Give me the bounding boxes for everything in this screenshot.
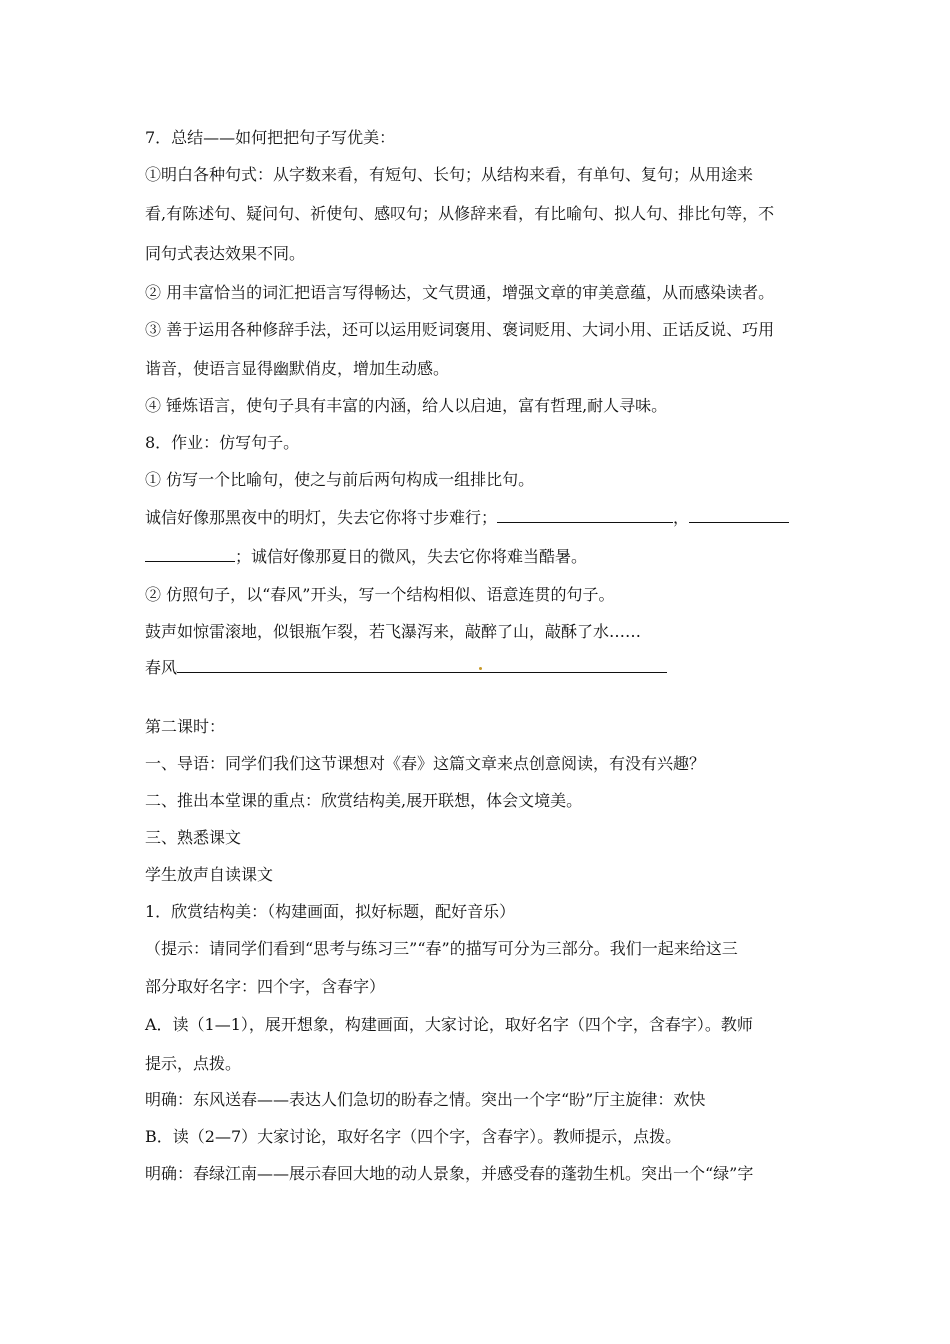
answer-blank[interactable] xyxy=(497,506,673,523)
paragraph-line: ② 用丰富恰当的词汇把语言写得畅达，文气贯通，增强文章的审美意蕴，从而感染读者。 xyxy=(145,283,775,302)
paragraph-line: 明确：东风送春——表达人们急切的盼春之情。突出一个字“盼”厅主旋律：欢快 xyxy=(145,1090,706,1109)
lesson-heading: 第二课时： xyxy=(145,717,226,736)
ink-dot xyxy=(479,667,482,670)
paragraph-line: A．读（1—1），展开想象，构建画面，大家讨论，取好名字（四个字，含春字）。教师 xyxy=(145,1015,753,1034)
answer-blank[interactable] xyxy=(177,656,667,673)
paragraph-line: 1．欣赏结构美：（构建画面，拟好标题，配好音乐） xyxy=(145,902,516,921)
paragraph-line: 谐音，使语言显得幽默俏皮，增加生动感。 xyxy=(145,359,450,378)
separator: ， xyxy=(673,508,690,527)
homework-item: ② 仿照句子，以“春风”开头，写一个结构相似、语意连贯的句子。 xyxy=(145,585,615,604)
paragraph-line: 学生放声自读课文 xyxy=(145,865,274,884)
homework-example-line xyxy=(145,506,810,529)
homework-example-line xyxy=(145,545,810,568)
paragraph-line: （提示：请同学们看到“思考与练习三”“春”的描写可分为三部分。我们一起来给这三 xyxy=(145,939,738,958)
paragraph-line: B．读（2—7）大家讨论，取好名字（四个字，含春字）。教师提示，点拨。 xyxy=(145,1127,682,1146)
answer-blank[interactable] xyxy=(145,545,235,562)
paragraph-line: 提示，点拨。 xyxy=(145,1054,242,1073)
example-text: ；诚信好像那夏日的微风，失去它你将难当酷暑。 xyxy=(235,547,588,566)
answer-prefix: 春风 xyxy=(145,658,178,677)
homework-item: ① 仿写一个比喻句，使之与前后两句构成一组排比句。 xyxy=(145,470,535,489)
paragraph-line: 同句式表达效果不同。 xyxy=(145,244,306,263)
homework-heading: 8．作业：仿写句子。 xyxy=(145,433,300,452)
paragraph-line: 一、导语：同学们我们这节课想对《春》这篇文章来点创意阅读，有没有兴趣？ xyxy=(145,754,706,773)
paragraph-line: 明确：春绿江南——展示春回大地的动人景象，并感受春的蓬勃生机。突出一个“绿”字 xyxy=(145,1164,754,1183)
example-text: 诚信好像那黑夜中的明灯，失去它你将寸步难行； xyxy=(145,508,498,527)
homework-example: 鼓声如惊雷滚地，似银瓶乍裂，若飞瀑泻来，敲醉了山，敲酥了水…… xyxy=(145,622,642,641)
answer-line xyxy=(145,656,810,679)
summary-heading: 7．总结——如何把把句子写优美： xyxy=(145,128,396,147)
paragraph-line: 部分取好名字：四个字，含春字） xyxy=(145,977,386,996)
paragraph-line: ③ 善于运用各种修辞手法，还可以运用贬词褒用、褒词贬用、大词小用、正话反说、巧用 xyxy=(145,320,775,339)
answer-blank[interactable] xyxy=(689,506,789,523)
paragraph-line: 三、熟悉课文 xyxy=(145,828,242,847)
paragraph-line: ①明白各种句式：从字数来看，有短句、长句；从结构来看，有单句、复句；从用途来 xyxy=(145,165,754,184)
paragraph-line: 看,有陈述句、疑问句、祈使句、感叹句；从修辞来看，有比喻句、拟人句、排比句等，不 xyxy=(145,204,775,223)
paragraph-line: ④ 锤炼语言，使句子具有丰富的内涵，给人以启迪，富有哲理,耐人寻味。 xyxy=(145,396,668,415)
paragraph-line: 二、推出本堂课的重点：欣赏结构美,展开联想，体会文境美。 xyxy=(145,791,583,810)
